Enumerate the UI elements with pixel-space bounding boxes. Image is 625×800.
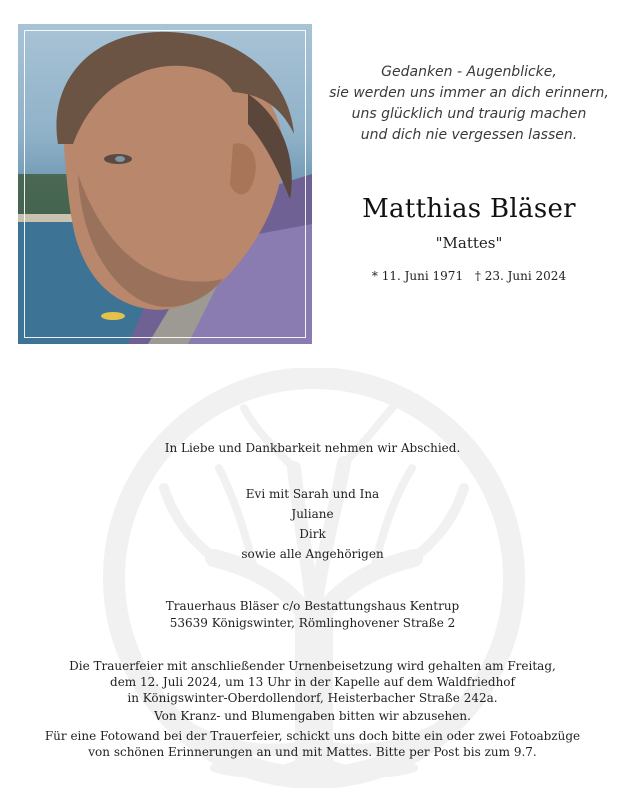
poem-line: uns glücklich und traurig machen — [351, 106, 587, 122]
deceased-name: Matthias Bläser — [362, 194, 576, 224]
family-member: Dirk — [299, 527, 326, 541]
family-member: Juliane — [291, 507, 334, 521]
poem-line: und dich nie vergessen lassen. — [360, 127, 578, 143]
poem-line: Gedanken - Augenblicke, — [381, 64, 557, 80]
life-dates — [318, 269, 620, 283]
death-date: † 23. Juni 2024 — [474, 269, 567, 283]
tree-of-life-watermark — [94, 368, 534, 788]
portrait-illustration — [18, 24, 312, 344]
poem-line: sie werden uns immer an dich erinnern, — [329, 85, 609, 101]
address-line: Trauerhaus Bläser c/o Bestattungshaus Kentrup — [165, 599, 460, 613]
family-member: sowie alle Angehörigen — [241, 547, 384, 561]
birth-date: * 11. Juni 1971 — [371, 269, 464, 283]
family-member: Evi mit Sarah und Ina — [245, 487, 380, 501]
ceremony-line: in Königswinter-Oberdollendorf, Heisterbacher Straße 242a. — [127, 691, 498, 705]
family-list — [20, 484, 605, 564]
deceased-nickname: "Mattes" — [435, 234, 503, 252]
photo-request-line: von schönen Erinnerungen an und mit Mattes. Bitte per Post bis zum 9.7. — [88, 745, 537, 759]
flowers-text: Von Kranz- und Blumengaben bitten wir abzusehen. — [154, 709, 471, 723]
mourning-address — [20, 598, 605, 632]
flowers-note — [20, 708, 605, 725]
ceremony-line: dem 12. Juli 2024, um 13 Uhr in der Kapelle auf dem Waldfriedhof — [110, 675, 515, 689]
ceremony-info — [20, 658, 605, 706]
address-line: 53639 Königswinter, Römlinghovener Straße 2 — [169, 616, 456, 630]
farewell-text: In Liebe und Dankbarkeit nehmen wir Abschied. — [164, 441, 461, 455]
photo-request-line: Für eine Fotowand bei der Trauerfeier, schickt uns doch bitte ein oder zwei Fotoabzüge — [44, 729, 581, 743]
memorial-poem — [318, 62, 620, 146]
portrait-photo — [18, 24, 312, 344]
ceremony-line: Die Trauerfeier mit anschließender Urnenbeisetzung wird gehalten am Freitag, — [69, 659, 556, 673]
photo-request — [20, 728, 605, 760]
farewell-line — [20, 440, 605, 457]
